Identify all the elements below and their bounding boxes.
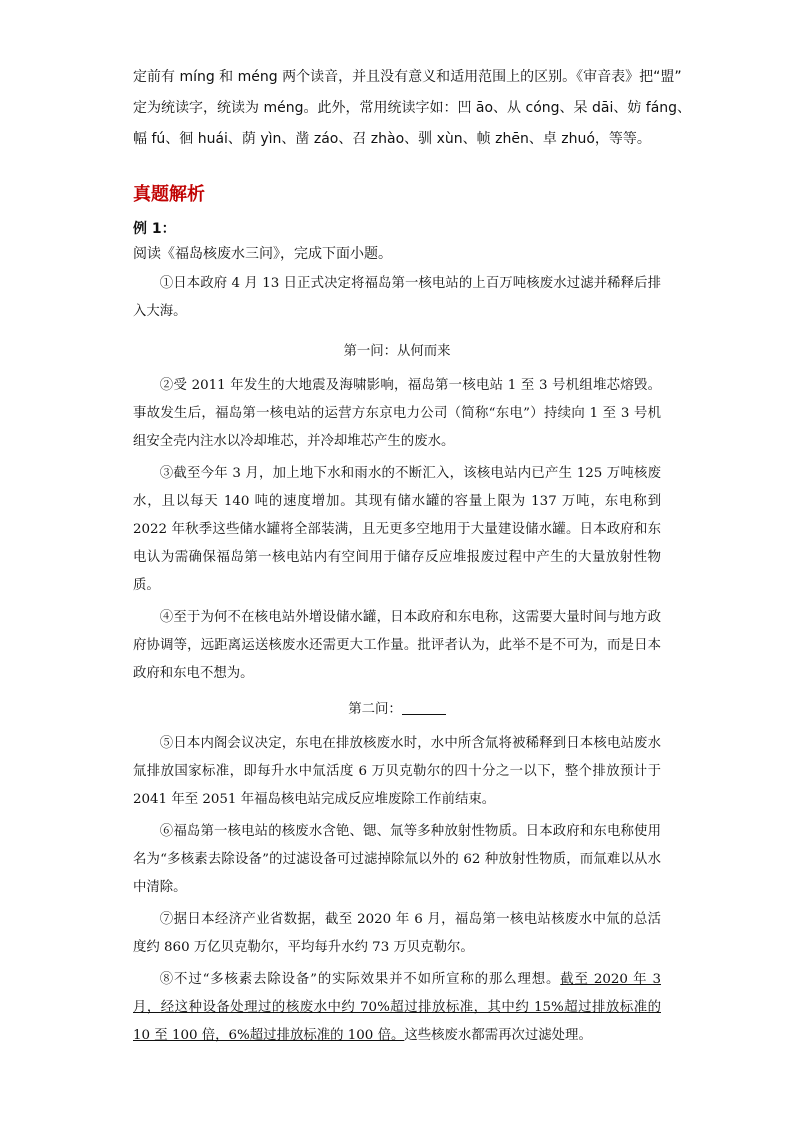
paragraph-3: ③截至今年 3 月，加上地下水和雨水的不断汇入，该核电站内已产生 125 万吨核废水，且以每天 140 吨的速度增加。其现有储水罐的容量上限为 137 万吨，东电称到 2022 年秋季这些储水罐将全部装满，且无更多空地用于大量建设储水罐。日本政府和东电认为需确保福岛第一核电站内有空间用于储存反应堆报废过程中产生的大量放射性物质。 — [133, 466, 661, 593]
section-heading-2 — [133, 696, 661, 724]
intro-line: 定前有 míng 和 méng 两个读音，并且没有意义和适用范围上的区别。《审音表》把“盟” — [133, 69, 682, 85]
intro-text — [133, 62, 692, 155]
section-heading-2-label: 第二问： — [348, 702, 402, 717]
paragraph-8-plain: ⑧不过“多核素去除设备”的实际效果并不如所宣称的那么理想。 — [159, 972, 561, 987]
intro-line: 幅 fú、徊 huái、荫 yìn、凿 záo、召 zhào、驯 xùn、帧 zhēn、卓 zhuó，等等。 — [133, 131, 651, 147]
paragraph-7: ⑦据日本经济产业省数据，截至 2020 年 6 月，福岛第一核电站核废水中氚的总活度约 860 万亿贝克勒尔，平均每升水约 73 万贝克勒尔。 — [133, 912, 661, 955]
paragraph-1: ①日本政府 4 月 13 日正式决定将福岛第一核电站的上百万吨核废水过滤并稀释后排入大海。 — [133, 276, 661, 319]
paragraph-8-tail: 这些核废水都需再次过滤处理。 — [404, 1028, 592, 1043]
section-heading-1: 第一问：从何而来 — [343, 344, 451, 359]
paragraph-4: ④至于为何不在核电站外增设储水罐，日本政府和东电称，这需要大量时间与地方政府协调等，远距离运送核废水还需更大工作量。批评者认为，此举不是不可为，而是日本政府和东电不想为。 — [133, 610, 661, 681]
article-body — [133, 270, 661, 1050]
example-label: 例 1： — [133, 221, 176, 237]
paragraph-2: ②受 2011 年发生的大地震及海啸影响，福岛第一核电站 1 至 3 号机组堆芯熔毁。事故发生后，福岛第一核电站的运营方东京电力公司（简称“东电”）持续向 1 至 3 号机组安全壳内注水以冷却堆芯，并冷却堆芯产生的废水。 — [133, 378, 661, 449]
paragraph-8 — [133, 966, 661, 1050]
paragraph-5: ⑤日本内阁会议决定，东电在排放核废水时，水中所含氚将被稀释到日本核电站废水氚排放国家标准，即每升水中氚活度 6 万贝克勒尔的四十分之一以下，整个排放预计于 2041 年至 2051 年福岛核电站完成反应堆废除工作前结束。 — [133, 736, 661, 807]
paragraph-6: ⑥福岛第一核电站的核废水含铯、锶、氚等多种放射性物质。日本政府和东电称使用名为“多核素去除设备”的过滤设备可过滤掉除氚以外的 62 种放射性物质，而氚难以从水中清除。 — [133, 824, 661, 895]
instruction-text: 阅读《福岛核废水三问》，完成下面小题。 — [133, 246, 392, 262]
intro-line: 定为统读字，统读为 méng。此外，常用统读字如：凹 āo、从 cóng、呆 dāi、妨 fáng、 — [133, 100, 692, 116]
paragraph-8-underlined: 截至 2020 年 3 月，经这种设备处理过的核废水中约 70%超过排放标准，其中约 15%超过排放标准的 10 至 100 倍，6%超过排放标准的 100 倍。 — [133, 972, 661, 1043]
section-title: 真题解析 — [133, 184, 205, 205]
answer-blank — [402, 700, 446, 715]
